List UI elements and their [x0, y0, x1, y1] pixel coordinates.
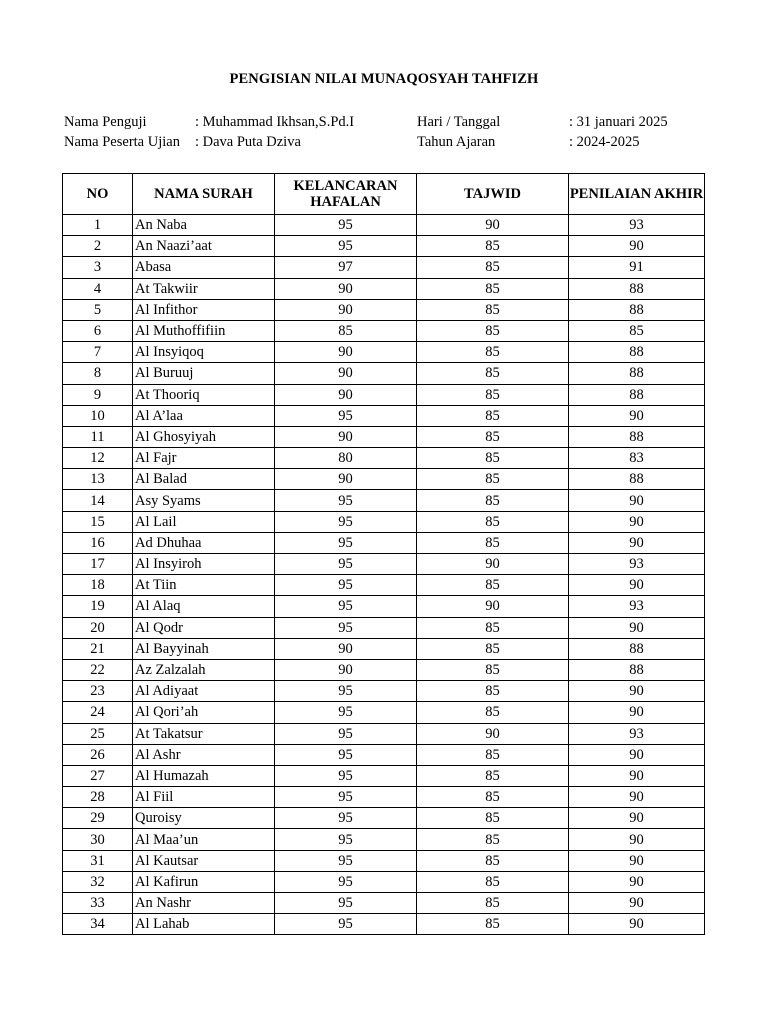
cell-kelancaran: 95	[275, 532, 417, 553]
cell-tajwid: 85	[417, 575, 569, 596]
cell-penilaian-akhir: 90	[569, 850, 705, 871]
cell-no: 1	[63, 215, 133, 236]
cell-no: 11	[63, 426, 133, 447]
cell-penilaian-akhir: 88	[569, 426, 705, 447]
cell-penilaian-akhir: 83	[569, 448, 705, 469]
score-table	[62, 173, 705, 935]
cell-penilaian-akhir: 91	[569, 257, 705, 278]
cell-kelancaran: 95	[275, 871, 417, 892]
cell-no: 8	[63, 363, 133, 384]
cell-penilaian-akhir: 88	[569, 469, 705, 490]
cell-tajwid: 85	[417, 659, 569, 680]
cell-nama-surah: Az Zalzalah	[133, 659, 275, 680]
cell-penilaian-akhir: 90	[569, 681, 705, 702]
cell-kelancaran: 97	[275, 257, 417, 278]
cell-tajwid: 85	[417, 236, 569, 257]
cell-kelancaran: 90	[275, 342, 417, 363]
header-kelancaran-hafalan: KELANCARAN HAFALAN	[275, 174, 417, 215]
cell-kelancaran: 95	[275, 681, 417, 702]
tahun-label: Tahun Ajaran	[417, 134, 496, 150]
cell-no: 29	[63, 808, 133, 829]
cell-kelancaran: 95	[275, 914, 417, 935]
cell-penilaian-akhir: 88	[569, 299, 705, 320]
cell-penilaian-akhir: 90	[569, 765, 705, 786]
table-row	[63, 405, 705, 426]
cell-kelancaran: 95	[275, 702, 417, 723]
header-no: NO	[63, 174, 133, 215]
cell-nama-surah: Al Balad	[133, 469, 275, 490]
cell-no: 24	[63, 702, 133, 723]
table-row	[63, 723, 705, 744]
cell-kelancaran: 90	[275, 638, 417, 659]
cell-no: 16	[63, 532, 133, 553]
cell-kelancaran: 95	[275, 808, 417, 829]
cell-tajwid: 85	[417, 808, 569, 829]
cell-kelancaran: 95	[275, 596, 417, 617]
cell-tajwid: 85	[417, 702, 569, 723]
cell-no: 22	[63, 659, 133, 680]
table-row	[63, 850, 705, 871]
table-header-row	[63, 174, 705, 215]
cell-kelancaran: 95	[275, 787, 417, 808]
cell-nama-surah: Al Adiyaat	[133, 681, 275, 702]
table-row	[63, 702, 705, 723]
cell-no: 20	[63, 617, 133, 638]
cell-penilaian-akhir: 88	[569, 342, 705, 363]
tanggal-value: : 31 januari 2025	[569, 114, 668, 130]
cell-penilaian-akhir: 88	[569, 659, 705, 680]
cell-nama-surah: Al Muthoffifiin	[133, 320, 275, 341]
cell-no: 25	[63, 723, 133, 744]
cell-kelancaran: 90	[275, 299, 417, 320]
peserta-label: Nama Peserta Ujian	[64, 134, 180, 150]
table-row	[63, 236, 705, 257]
cell-nama-surah: Al Insyiroh	[133, 554, 275, 575]
table-row	[63, 299, 705, 320]
cell-penilaian-akhir: 90	[569, 405, 705, 426]
cell-kelancaran: 90	[275, 384, 417, 405]
cell-penilaian-akhir: 90	[569, 575, 705, 596]
cell-no: 31	[63, 850, 133, 871]
cell-tajwid: 90	[417, 215, 569, 236]
cell-kelancaran: 95	[275, 744, 417, 765]
cell-no: 7	[63, 342, 133, 363]
cell-nama-surah: Asy Syams	[133, 490, 275, 511]
cell-nama-surah: At Takatsur	[133, 723, 275, 744]
cell-penilaian-akhir: 90	[569, 871, 705, 892]
cell-nama-surah: Al Insyiqoq	[133, 342, 275, 363]
tahun-value: : 2024-2025	[569, 134, 640, 150]
cell-penilaian-akhir: 90	[569, 511, 705, 532]
cell-tajwid: 85	[417, 384, 569, 405]
cell-no: 6	[63, 320, 133, 341]
table-row	[63, 914, 705, 935]
cell-nama-surah: Al Ghosyiyah	[133, 426, 275, 447]
cell-tajwid: 85	[417, 278, 569, 299]
cell-tajwid: 85	[417, 405, 569, 426]
cell-tajwid: 85	[417, 850, 569, 871]
cell-penilaian-akhir: 90	[569, 490, 705, 511]
cell-tajwid: 90	[417, 554, 569, 575]
cell-tajwid: 90	[417, 596, 569, 617]
cell-nama-surah: Al Alaq	[133, 596, 275, 617]
cell-nama-surah: At Tiin	[133, 575, 275, 596]
table-row	[63, 384, 705, 405]
peserta-value: : Dava Puta Dziva	[195, 134, 301, 150]
cell-nama-surah: Al Ashr	[133, 744, 275, 765]
table-row	[63, 765, 705, 786]
penguji-label: Nama Penguji	[64, 114, 147, 130]
cell-nama-surah: Al Fajr	[133, 448, 275, 469]
cell-kelancaran: 95	[275, 511, 417, 532]
cell-penilaian-akhir: 90	[569, 702, 705, 723]
cell-kelancaran: 95	[275, 236, 417, 257]
cell-nama-surah: Al A’laa	[133, 405, 275, 426]
cell-nama-surah: Al Qodr	[133, 617, 275, 638]
cell-no: 10	[63, 405, 133, 426]
cell-tajwid: 85	[417, 320, 569, 341]
cell-penilaian-akhir: 88	[569, 363, 705, 384]
cell-no: 2	[63, 236, 133, 257]
cell-tajwid: 85	[417, 829, 569, 850]
cell-kelancaran: 95	[275, 575, 417, 596]
table-row	[63, 469, 705, 490]
cell-no: 18	[63, 575, 133, 596]
cell-nama-surah: Al Kafirun	[133, 871, 275, 892]
cell-no: 5	[63, 299, 133, 320]
cell-no: 33	[63, 893, 133, 914]
cell-tajwid: 85	[417, 765, 569, 786]
table-row	[63, 744, 705, 765]
cell-no: 34	[63, 914, 133, 935]
header-tajwid: TAJWID	[417, 174, 569, 215]
table-row	[63, 638, 705, 659]
table-row	[63, 511, 705, 532]
table-row	[63, 363, 705, 384]
cell-kelancaran: 90	[275, 659, 417, 680]
table-row	[63, 278, 705, 299]
table-row	[63, 448, 705, 469]
tanggal-label: Hari / Tanggal	[417, 114, 501, 130]
page-title: PENGISIAN NILAI MUNAQOSYAH TAHFIZH	[229, 71, 539, 87]
cell-kelancaran: 90	[275, 469, 417, 490]
cell-no: 4	[63, 278, 133, 299]
cell-penilaian-akhir: 90	[569, 808, 705, 829]
cell-tajwid: 85	[417, 490, 569, 511]
cell-penilaian-akhir: 90	[569, 787, 705, 808]
cell-tajwid: 85	[417, 363, 569, 384]
cell-nama-surah: Al Maa’un	[133, 829, 275, 850]
cell-tajwid: 85	[417, 617, 569, 638]
cell-nama-surah: Al Qori’ah	[133, 702, 275, 723]
cell-nama-surah: An Naba	[133, 215, 275, 236]
cell-kelancaran: 95	[275, 215, 417, 236]
table-row	[63, 596, 705, 617]
cell-kelancaran: 90	[275, 363, 417, 384]
cell-tajwid: 85	[417, 893, 569, 914]
cell-kelancaran: 95	[275, 405, 417, 426]
cell-penilaian-akhir: 93	[569, 554, 705, 575]
cell-penilaian-akhir: 88	[569, 638, 705, 659]
cell-no: 27	[63, 765, 133, 786]
cell-tajwid: 85	[417, 638, 569, 659]
cell-kelancaran: 95	[275, 765, 417, 786]
cell-tajwid: 85	[417, 681, 569, 702]
cell-tajwid: 85	[417, 469, 569, 490]
table-row	[63, 829, 705, 850]
table-body	[63, 215, 705, 935]
table-row	[63, 659, 705, 680]
table-row	[63, 320, 705, 341]
cell-no: 26	[63, 744, 133, 765]
cell-nama-surah: An Nashr	[133, 893, 275, 914]
cell-no: 14	[63, 490, 133, 511]
cell-kelancaran: 90	[275, 278, 417, 299]
cell-no: 12	[63, 448, 133, 469]
cell-kelancaran: 90	[275, 426, 417, 447]
cell-no: 32	[63, 871, 133, 892]
cell-nama-surah: Al Kautsar	[133, 850, 275, 871]
cell-kelancaran: 85	[275, 320, 417, 341]
penguji-value: : Muhammad Ikhsan,S.Pd.I	[195, 114, 355, 130]
table-row	[63, 490, 705, 511]
cell-nama-surah: Ad Dhuhaa	[133, 532, 275, 553]
cell-tajwid: 85	[417, 744, 569, 765]
header-nama-surah: NAMA SURAH	[133, 174, 275, 215]
cell-kelancaran: 95	[275, 617, 417, 638]
cell-tajwid: 85	[417, 426, 569, 447]
cell-tajwid: 85	[417, 787, 569, 808]
table-row	[63, 617, 705, 638]
cell-no: 19	[63, 596, 133, 617]
table-row	[63, 532, 705, 553]
table-row	[63, 893, 705, 914]
cell-penilaian-akhir: 90	[569, 744, 705, 765]
cell-nama-surah: Abasa	[133, 257, 275, 278]
cell-nama-surah: Al Buruuj	[133, 363, 275, 384]
cell-tajwid: 85	[417, 342, 569, 363]
cell-no: 9	[63, 384, 133, 405]
table-row	[63, 342, 705, 363]
cell-nama-surah: Al Lahab	[133, 914, 275, 935]
cell-kelancaran: 95	[275, 554, 417, 575]
cell-nama-surah: An Naazi’aat	[133, 236, 275, 257]
cell-kelancaran: 95	[275, 723, 417, 744]
cell-tajwid: 85	[417, 448, 569, 469]
cell-penilaian-akhir: 90	[569, 893, 705, 914]
table-row	[63, 215, 705, 236]
cell-tajwid: 85	[417, 532, 569, 553]
cell-penilaian-akhir: 90	[569, 532, 705, 553]
cell-nama-surah: At Thooriq	[133, 384, 275, 405]
header-penilaian-akhir: PENILAIAN AKHIR	[569, 174, 705, 215]
cell-kelancaran: 95	[275, 829, 417, 850]
cell-nama-surah: Al Lail	[133, 511, 275, 532]
cell-tajwid: 90	[417, 723, 569, 744]
cell-nama-surah: Al Fiil	[133, 787, 275, 808]
cell-penilaian-akhir: 90	[569, 236, 705, 257]
cell-no: 28	[63, 787, 133, 808]
cell-nama-surah: At Takwiir	[133, 278, 275, 299]
cell-no: 17	[63, 554, 133, 575]
cell-tajwid: 85	[417, 871, 569, 892]
cell-penilaian-akhir: 93	[569, 596, 705, 617]
table-row	[63, 787, 705, 808]
table-row	[63, 575, 705, 596]
table-row	[63, 871, 705, 892]
cell-nama-surah: Al Infithor	[133, 299, 275, 320]
cell-kelancaran: 95	[275, 893, 417, 914]
table-row	[63, 426, 705, 447]
cell-no: 3	[63, 257, 133, 278]
cell-penilaian-akhir: 85	[569, 320, 705, 341]
cell-tajwid: 85	[417, 511, 569, 532]
table-row	[63, 257, 705, 278]
cell-no: 23	[63, 681, 133, 702]
cell-no: 15	[63, 511, 133, 532]
cell-no: 30	[63, 829, 133, 850]
cell-kelancaran: 95	[275, 490, 417, 511]
cell-nama-surah: Al Bayyinah	[133, 638, 275, 659]
cell-nama-surah: Quroisy	[133, 808, 275, 829]
cell-penilaian-akhir: 88	[569, 278, 705, 299]
cell-penilaian-akhir: 93	[569, 215, 705, 236]
cell-no: 13	[63, 469, 133, 490]
cell-penilaian-akhir: 93	[569, 723, 705, 744]
cell-tajwid: 85	[417, 257, 569, 278]
cell-tajwid: 85	[417, 914, 569, 935]
cell-kelancaran: 95	[275, 850, 417, 871]
cell-penilaian-akhir: 90	[569, 617, 705, 638]
table-row	[63, 681, 705, 702]
cell-penilaian-akhir: 88	[569, 384, 705, 405]
table-row	[63, 554, 705, 575]
cell-penilaian-akhir: 90	[569, 914, 705, 935]
cell-penilaian-akhir: 90	[569, 829, 705, 850]
cell-tajwid: 85	[417, 299, 569, 320]
cell-kelancaran: 80	[275, 448, 417, 469]
cell-nama-surah: Al Humazah	[133, 765, 275, 786]
cell-no: 21	[63, 638, 133, 659]
table-row	[63, 808, 705, 829]
